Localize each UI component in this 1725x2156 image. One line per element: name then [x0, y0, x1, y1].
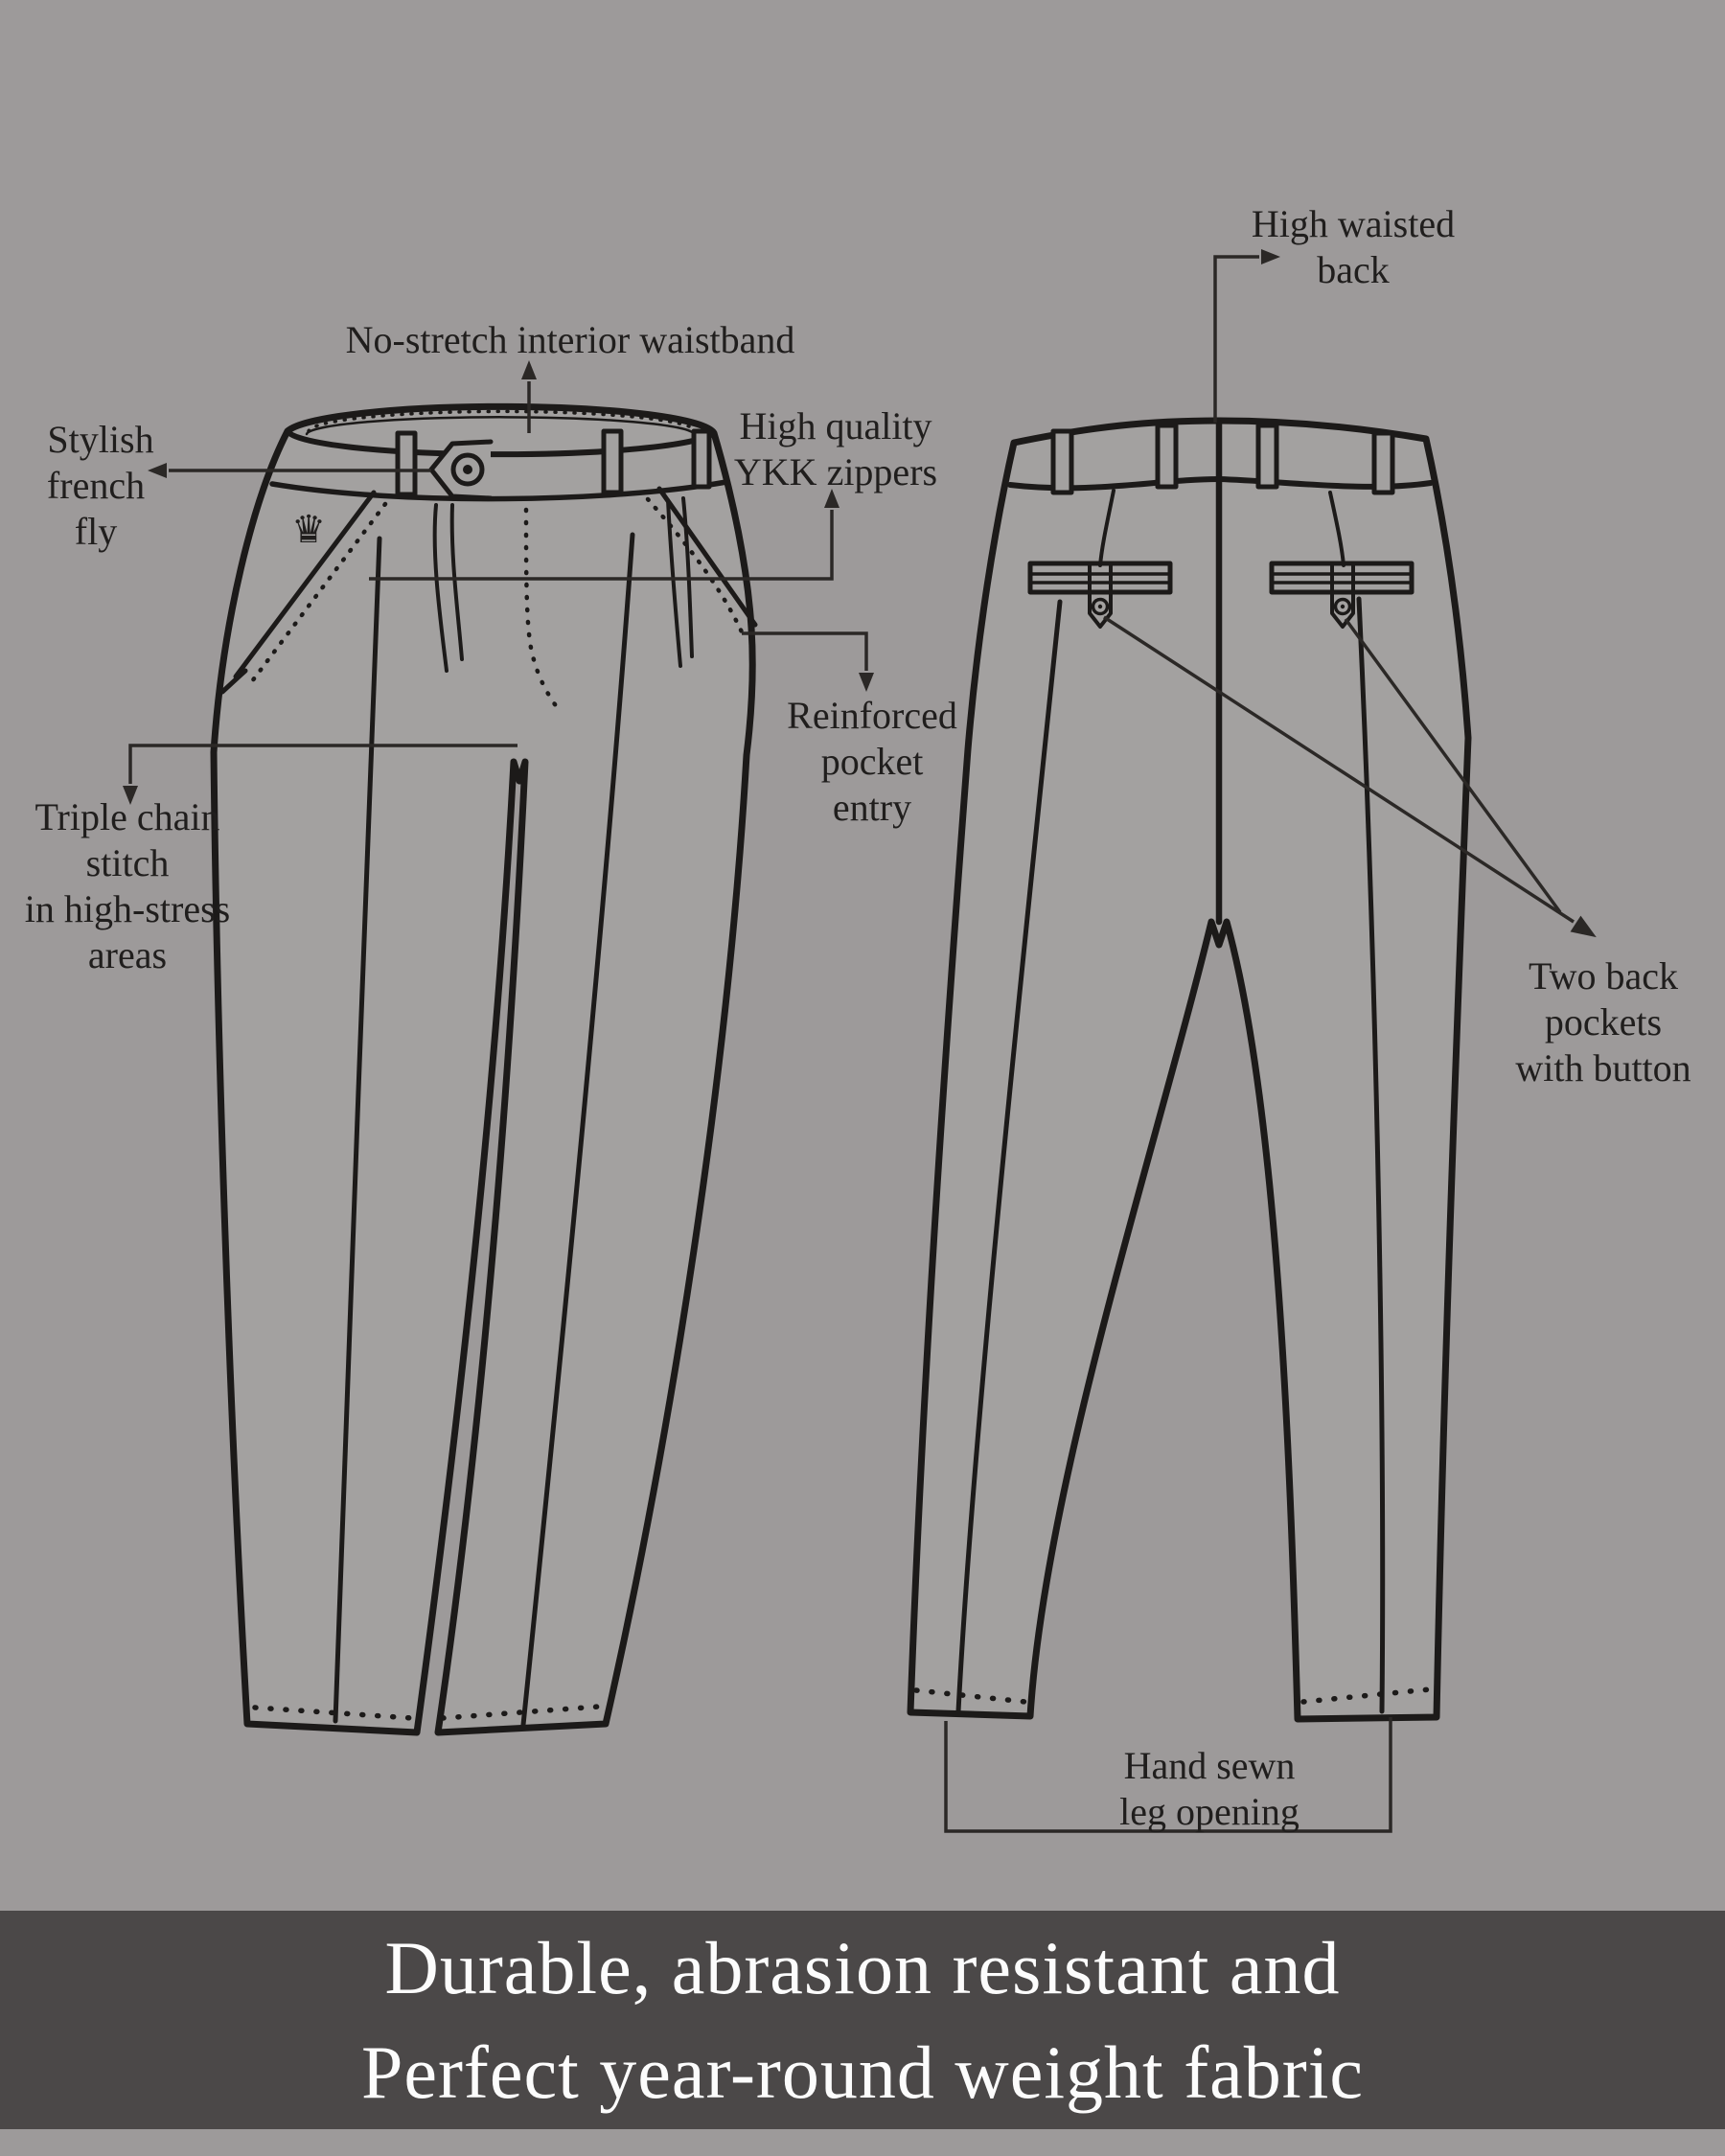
label-line: back	[1317, 248, 1390, 291]
label-line: No-stretch interior waistband	[345, 318, 795, 361]
label-high-waisted-back	[1252, 202, 1455, 291]
label-no-stretch-waistband	[346, 318, 795, 361]
banner-line-1: Durable, abrasion resistant and	[384, 1925, 1341, 2009]
label-line: leg opening	[1119, 1790, 1300, 1833]
arrowhead-up-icon	[521, 360, 537, 379]
fabric-description-banner	[0, 1911, 1725, 2129]
front-trousers-drawing	[214, 406, 755, 1732]
arrowhead-down-icon	[859, 673, 874, 692]
label-line: Triple chain	[34, 795, 220, 838]
label-reinforced-pocket-entry	[787, 694, 957, 829]
arrowhead-left-icon	[148, 463, 167, 478]
label-line: stitch	[85, 841, 170, 884]
label-line: areas	[87, 933, 168, 976]
connector-high-waisted-back	[1215, 257, 1259, 423]
front-belt-loop	[398, 433, 415, 494]
arrowhead-down-right-icon	[1571, 916, 1602, 946]
front-belt-loop	[604, 431, 621, 493]
back-belt-loop	[1053, 431, 1071, 493]
label-line: french	[46, 464, 146, 507]
label-stylish-french-fly	[47, 418, 154, 553]
back-pocket-button-center	[1098, 605, 1102, 608]
arrowhead-right-icon	[1261, 249, 1280, 264]
label-line: High quality	[739, 404, 932, 447]
label-two-back-pockets	[1515, 954, 1690, 1089]
label-line: Reinforced	[787, 694, 957, 737]
front-trousers-silhouette	[214, 406, 752, 1732]
back-pocket-button-center	[1341, 605, 1345, 608]
label-line: Hand sewn	[1123, 1744, 1296, 1787]
label-line: YKK zippers	[733, 450, 938, 493]
crown-logo-icon: ♛	[291, 508, 326, 551]
label-line: pockets	[1544, 1000, 1663, 1044]
label-line: pocket	[820, 740, 924, 783]
label-high-quality-ykk	[734, 404, 937, 493]
label-line: High waisted	[1251, 202, 1456, 245]
label-line: Stylish	[47, 418, 154, 461]
front-belt-loop	[694, 431, 709, 487]
banner-line-2: Perfect year-round weight fabric	[360, 2030, 1365, 2114]
label-line: entry	[832, 786, 912, 829]
label-line: with button	[1515, 1046, 1691, 1089]
label-hand-sewn-leg-opening	[1119, 1744, 1300, 1833]
label-triple-chain-stitch	[25, 795, 230, 976]
back-belt-loop	[1374, 433, 1392, 493]
back-trousers-drawing	[910, 421, 1468, 1719]
back-belt-loop	[1258, 425, 1276, 487]
label-line: in high-stress	[24, 887, 231, 930]
fly-button-center	[463, 465, 472, 474]
back-belt-loop	[1158, 425, 1176, 487]
label-line: fly	[74, 510, 118, 553]
connector-pocket-entry	[742, 633, 866, 671]
label-line: Two back	[1528, 954, 1679, 998]
